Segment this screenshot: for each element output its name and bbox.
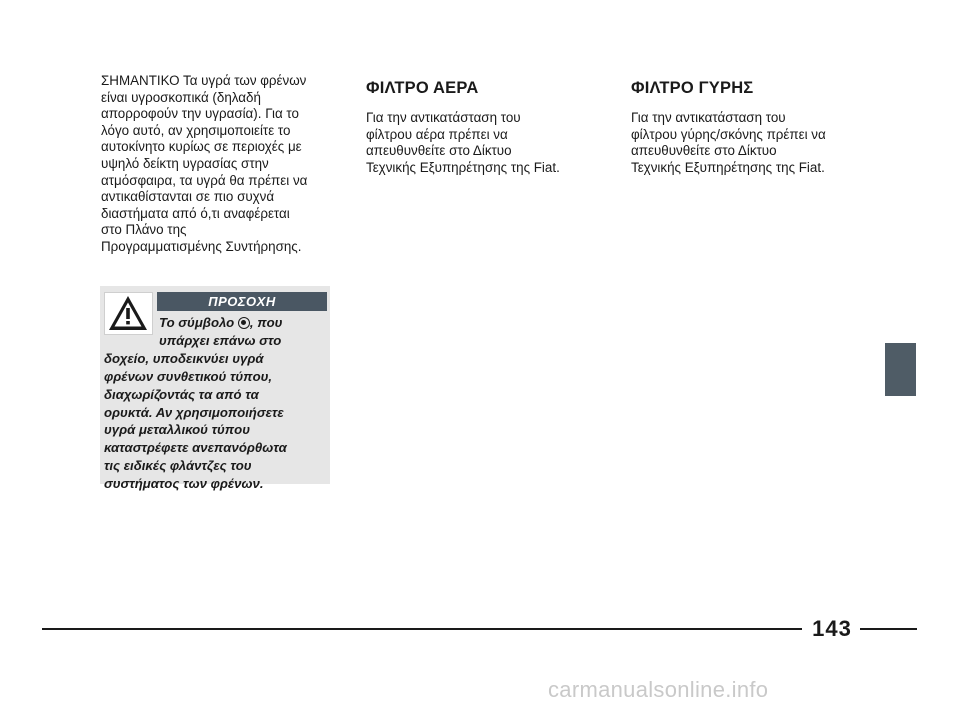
air-filter-heading: ΦΙΛΤΡΟ ΑΕΡΑ (366, 79, 479, 97)
watermark: carmanualsonline.info (548, 677, 769, 702)
warning-line: υγρά μεταλλικού τύπου (104, 422, 251, 438)
warning-line: συστήματος των φρένων. (104, 476, 264, 492)
warning-line: δοχείο, υποδεικνύει υγρά (104, 350, 264, 366)
warning-line-text: , που (249, 315, 283, 330)
pollen-filter-heading: ΦΙΛΤΡΟ ΓΥΡΗΣ (631, 79, 754, 97)
middle-column (366, 78, 598, 176)
warning-box (100, 286, 330, 492)
warning-line: υπάρχει επάνω στο (159, 332, 282, 348)
footer-rule-left (42, 628, 802, 630)
brake-fluid-symbol-icon (238, 317, 250, 329)
left-column (101, 73, 336, 256)
brake-fluid-note: ΣΗΜΑΝΤΙΚΟ Τα υγρά των φρένων είναι υγροσκοπικά (δηλαδή απορροφούν την υγρασία). Για το λόγο αυτό, αν χρησιμοποιείτε το αυτοκίνητο κυρίως σε περιοχές με υψηλό δείκτη υγρασίας στην ατμόσφαιρα, τα υγρά θα πρέπει να αντικαθίστανται σε πιο συχνά διαστήματα από ό,τι αναφέρεται στο Πλάνο της Προγραμματισμένης Συντήρησης. (101, 73, 308, 254)
warning-line: φρένων συνθετικού τύπου, (104, 368, 273, 384)
pollen-filter-text: Για την αντικατάσταση του φίλτρου γύρης/σκόνης πρέπει να απευθυνθείτε στο Δίκτυο Τεχνικής Εξυπηρέτησης της Fiat. (631, 110, 826, 175)
warning-line: τις ειδικές φλάντζες του (104, 458, 252, 474)
warning-text (100, 314, 328, 493)
air-filter-text: Για την αντικατάσταση του φίλτρου αέρα πρέπει να απευθυνθείτε στο Δίκτυο Τεχνικής Εξυπηρέτησης της Fiat. (366, 110, 560, 175)
warning-line: ορυκτά. Αν χρησιμοποιήσετε (104, 404, 284, 420)
warning-line: καταστρέφετε ανεπανόρθωτα (104, 440, 287, 456)
section-thumb-tab (885, 343, 916, 396)
warning-title: ΠΡΟΣΟΧΗ (157, 292, 327, 311)
warning-line-text: Το σύμβολο (159, 315, 238, 330)
footer-rule-right (860, 628, 917, 630)
page-number: 143 (812, 616, 852, 641)
warning-line: διαχωρίζοντάς τα από τα (104, 386, 259, 402)
right-column (631, 78, 863, 176)
warning-line (100, 314, 328, 332)
